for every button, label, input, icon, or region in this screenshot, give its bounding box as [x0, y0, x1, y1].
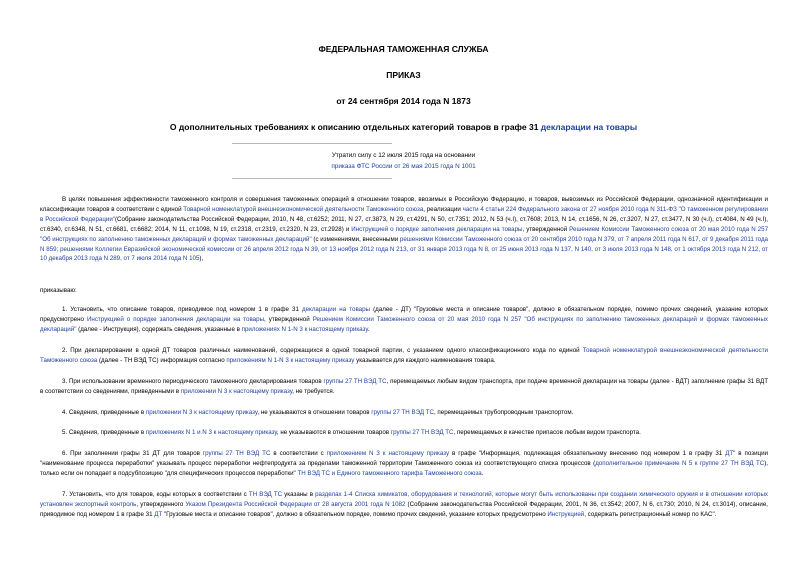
item-2-link-tn-ved[interactable]: Товарной номенклатурой внешнеэкономической деятельности Таможенного союза	[40, 347, 768, 364]
item-2-text-3: указывается для каждого наименования товара.	[354, 356, 496, 364]
item-3-text-2: , перемещаемых любым видом транспорта, при подаче временной декларации на товары (далее - ВДТ) заполнение графы 31 ВДТ в соответствии со сведениями, приведенными в	[40, 378, 768, 395]
decisions-list-link[interactable]: решениями Комиссии Таможенного союза от 20 сентября 2010 года N 379, от 7 апреля 2011 года N 617, от 9 декабря 2011 года N 859; решениями Коллегии Евразийской экономической комиссии от 26 апреля 2012 года N 39, от 13 ноября 2012 года N 213, от 31 января 2013 года N 8, от 25 июня 2013 года N 137, N 140, от 3 июля 2013 года N 148, от 1 октября 2013 года N 212, от 10 декабря 2013 года N 289, от 7 июля 2014 года N 105	[40, 235, 768, 263]
item-5-text-2: , не указываются в отношении товаров	[276, 429, 391, 436]
item-3-link-group27[interactable]: группы 27 ТН ВЭД ТС	[323, 378, 387, 385]
preamble-text-3: (Собрание законодательства Российской Федерации, 2010, N 48, ст.6252; 2011, N 27, ст.3873, N 29, ст.4291, N 50, ст.7351; 2012, N 53 (ч.I), ст.7608; 2013, N 14, ст.1656, N 26, ст.3207, N 27, ст.3477, N 30 (ч.I), ст.4084, N 49 (ч.I), ст.6340, ст.6348, N 51, ст.6681, ст.6682; 2014, N 11, ст.1098, N 19, ст.2318, ст.2319, ст.2320, N 23, ст.2928) и	[40, 215, 768, 233]
item-1-text-5: .	[367, 325, 370, 333]
doc-type: ПРИКАЗ	[386, 70, 421, 80]
item-7-link-instruction[interactable]: Инструкцией	[547, 510, 585, 518]
item-7-text-4: (Собрание законодательства Российской Федерации, 2001, N 36, ст.3542; 2007, N 6, ст.730; 2010, N 24, ст.3014), описание, приводимое под номером 1 в графе 31	[40, 500, 768, 518]
item-6	[40, 449, 768, 479]
item-5-link-appendices[interactable]: приложениях N 1 и N 3 к настоящему приказу	[145, 429, 277, 436]
item-7-text-6: , содержать регистрационный номер по КАС".	[584, 510, 717, 518]
tn-ved-link[interactable]: Товарной номенклатурой внешнеэкономической деятельности Таможенного союза	[183, 205, 424, 213]
item-7	[40, 490, 768, 520]
item-2-text-1: 2. При декларировании в одной ДТ товаров различных наименований, содержащихся в одной товарной партии, с указанием одного классификационного кода по единой	[62, 347, 583, 354]
item-1	[40, 305, 768, 335]
doc-title-link[interactable]: декларации на товары	[540, 122, 638, 132]
item-5-text-1: 5. Сведения, приведенные в	[62, 429, 146, 436]
federal-law-link[interactable]: части 4 статьи 224 Федерального закона от 27 ноября 2010 года N 311-ФЗ "О таможенном регулировании в Российской Федерации"	[40, 205, 768, 223]
item-6-link-group27[interactable]: группы 27 ТН ВЭД ТС	[202, 450, 271, 457]
item-6-text-3: в графе "Информация, подлежащая обязательному внесению под номером 1 в графу 31	[449, 450, 726, 457]
item-5	[40, 428, 768, 438]
item-3-text-1: 3. При использовании временного периодического таможенного декларирования товаров	[62, 378, 324, 385]
item-6-text-2: в соответствии с	[270, 450, 327, 457]
item-1-link-decision[interactable]: Решением Комиссии Таможенного союза от 20 мая 2010 года N 257 "Об инструкциях по заполнению таможенных деклараций и формах таможенных деклараций"	[40, 315, 768, 333]
item-3	[40, 377, 768, 397]
item-3-text-3: , не требуется.	[292, 387, 335, 395]
item-2-link-appendices[interactable]: приложениям N 1-N 3 к настоящему приказу	[226, 356, 355, 364]
preamble-text-6: ),	[199, 255, 204, 263]
item-7-link-tn-ved[interactable]: ТН ВЭД ТС	[248, 491, 283, 498]
item-1-link-appendices[interactable]: приложениях N 1-N 3 к настоящему приказу	[241, 325, 368, 333]
item-5-text-3: , перемещаемых в качестве припасов любым видом транспорта.	[453, 429, 641, 436]
item-6-link-note5[interactable]: дополнительное примечание N 5 к группе 27 ТН ВЭД ТС	[595, 459, 765, 467]
preamble-text-1: В целях повышения эффективности таможенного контроля и совершения таможенных операций в отношении товаров, ввозимых в Российскую Федерацию, и товаров, вывозимых из Российской Федерации, однозначной идентификации и классификации товаров в соответствии с единой	[40, 196, 768, 213]
item-6-link-tariff[interactable]: ТН ВЭД ТС и Единого таможенного тарифа Таможенного союза	[297, 469, 482, 477]
item-5-link-group27[interactable]: группы 27 ТН ВЭД ТС	[390, 429, 454, 436]
item-2	[40, 346, 768, 366]
instruction-link[interactable]: Инструкцией о порядке заполнения декларации на товары	[351, 225, 523, 233]
order-word: приказываю:	[40, 287, 77, 294]
item-4-text-3: , перемещаемых трубопроводным транспортом.	[433, 409, 574, 416]
item-6-text-6: .	[481, 469, 484, 477]
item-1-text-4: (далее - Инструкция), содержать сведения, указанные в	[76, 325, 242, 333]
item-1-link-instruction[interactable]: Инструкцией о порядке заполнения декларации на товары	[86, 315, 265, 323]
item-1-text-2: (далее - ДТ) "Грузовые места и описание товаров", должно в обязательном порядке, помимо прочих сведений, указание которых предусмотрено	[40, 306, 768, 323]
item-4-link-group27[interactable]: группы 27 ТН ВЭД ТС	[371, 409, 434, 416]
item-3-link-appendix3[interactable]: приложении N 3 к настоящему приказу	[180, 387, 293, 395]
item-2-text-2: (далее - ТН ВЭД ТС) информация согласно	[97, 356, 227, 364]
item-6-link-dt[interactable]: ДТ	[725, 450, 734, 457]
item-6-text-5: ), только если он попадает в подсубпозицию "для специфических процессов переработки"	[40, 459, 769, 477]
doc-title	[0, 122, 807, 132]
item-1-text-3: , утвержденной	[264, 315, 313, 323]
item-6-text-1: 6. При заполнении графы 31 ДТ для товаров	[62, 450, 203, 457]
doc-date-number: от 24 сентября 2014 года N 1873	[336, 96, 471, 106]
item-7-text-1: 7. Установить, что для товаров, коды которых в соответствии с	[62, 491, 249, 498]
decision-257-link[interactable]: Решением Комиссии Таможенного союза от 20 мая 2010 года N 257 "Об инструкциях по заполнению таможенных деклараций и формах таможенных деклараций"	[40, 225, 769, 243]
item-7-text-2: указаны в	[282, 491, 316, 498]
item-7-link-chemicals-list[interactable]: разделах 1-4 Списка химикатов, оборудования и технологий, которые могут быть использованы при создании химического оружия и в отношении которых установлен экспортный контроль	[40, 491, 768, 508]
preamble-text-5: (с изменениями, внесенными	[311, 235, 400, 243]
item-7-text-5: "Грузовые места и описание товаров", должно в обязательном порядке, помимо прочих сведений, указание которых предусмотрено	[162, 510, 548, 518]
item-4-text-2: , не указываются в отношении товаров	[257, 409, 372, 416]
item-7-text-3: , утвержденного	[136, 500, 186, 508]
lost-force-line1: Утратил силу с 12 июля 2015 года на основании	[331, 152, 476, 159]
item-6-link-appendix3[interactable]: приложением N 3 к настоящему приказу	[326, 450, 450, 457]
separator-top	[232, 143, 392, 144]
doc-title-text: О дополнительных требованиях к описанию отдельных категорий товаров в графе 31	[169, 122, 541, 132]
lost-force-link[interactable]: приказа ФТС России от 26 мая 2015 года N 1001	[331, 163, 476, 170]
preamble-text-4: , утвержденной	[522, 225, 570, 233]
preamble-text-2: , реализации	[423, 205, 463, 213]
item-7-link-dt[interactable]: ДТ	[154, 510, 163, 518]
item-6-text-4: " в позиции "наименование процесса переработки" указывать процесс переработки нефтепродукта за пределами таможенной территории Таможенного союза из соответствующего списка процессов (	[40, 450, 768, 467]
separator-bottom	[232, 178, 392, 179]
item-4-link-appendix3[interactable]: приложении N 3 к настоящему приказу	[145, 409, 258, 416]
org-name: ФЕДЕРАЛЬНАЯ ТАМОЖЕННАЯ СЛУЖБА	[318, 44, 489, 54]
item-1-link-declaration[interactable]: декларации на товары	[301, 306, 371, 313]
preamble	[40, 195, 768, 264]
item-1-text-1: 1. Установить, что описание товаров, приводимое под номером 1 в графе 31	[62, 306, 302, 313]
item-7-link-decree[interactable]: Указом Президента Российской Федерации от 28 августа 2001 года N 1082	[185, 500, 406, 508]
item-4-text-1: 4. Сведения, приведенные в	[62, 409, 146, 416]
item-4	[40, 408, 768, 418]
